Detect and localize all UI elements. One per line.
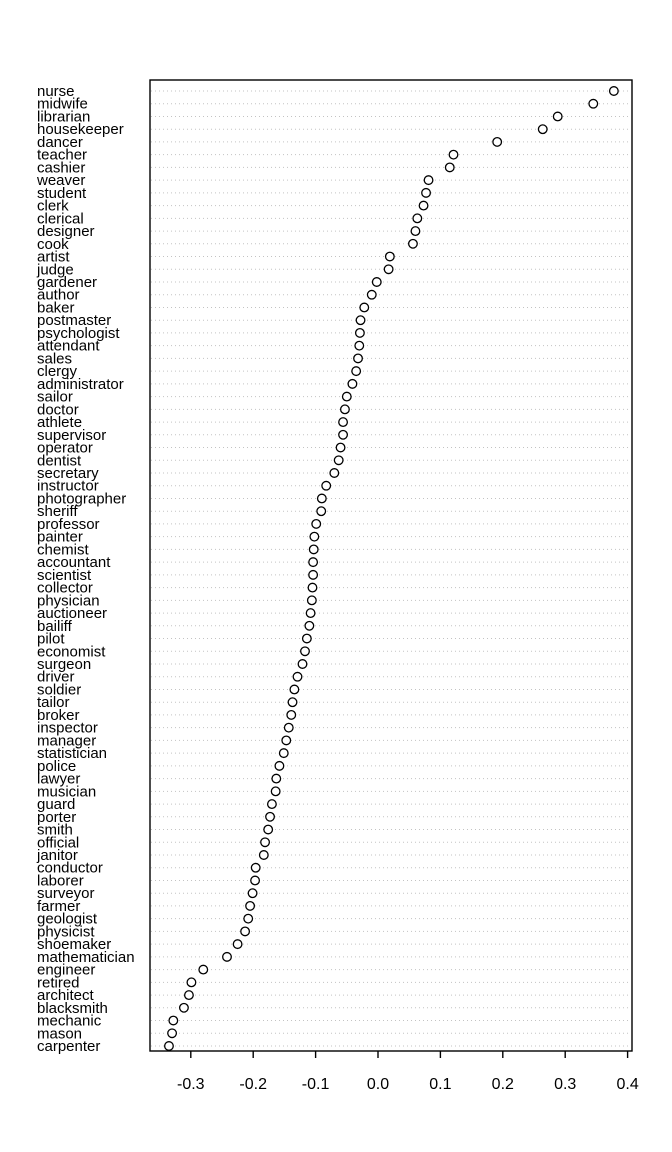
category-label: sheriff xyxy=(37,503,78,521)
data-point xyxy=(318,494,327,503)
data-point xyxy=(445,163,454,172)
category-label: bailiff xyxy=(37,617,72,635)
data-point xyxy=(309,558,318,567)
category-label: clerk xyxy=(37,197,69,215)
category-label: laborer xyxy=(37,872,84,890)
category-label: inspector xyxy=(37,719,98,737)
category-label: driver xyxy=(37,668,75,686)
category-label: secretary xyxy=(37,464,99,482)
data-point xyxy=(339,418,348,427)
data-point xyxy=(309,545,318,554)
category-label: administrator xyxy=(37,375,124,393)
category-label: scientist xyxy=(37,566,92,584)
data-point xyxy=(322,481,331,490)
category-label: operator xyxy=(37,439,93,457)
category-label: lawyer xyxy=(37,770,81,788)
data-point xyxy=(264,825,273,834)
data-point xyxy=(246,902,255,911)
data-point xyxy=(272,774,281,783)
category-label: economist xyxy=(37,643,106,661)
data-point xyxy=(589,99,598,108)
category-label: shoemaker xyxy=(37,936,112,954)
category-label: guard xyxy=(37,796,76,814)
category-label: librarian xyxy=(37,108,91,126)
data-point xyxy=(538,125,547,134)
x-axis-tick-label: 0.4 xyxy=(616,1076,639,1093)
category-label: instructor xyxy=(37,477,99,495)
data-point xyxy=(411,227,420,236)
category-label: clergy xyxy=(37,363,78,381)
category-label: doctor xyxy=(37,401,79,419)
data-point xyxy=(343,392,352,401)
data-point xyxy=(356,316,365,325)
category-label: physicist xyxy=(37,923,95,941)
data-point xyxy=(168,1029,177,1038)
data-point xyxy=(341,405,350,414)
category-label: teacher xyxy=(37,146,88,164)
category-label: chemist xyxy=(37,541,89,559)
category-label: porter xyxy=(37,808,77,826)
data-point xyxy=(244,914,253,923)
data-point xyxy=(356,329,365,338)
category-label: engineer xyxy=(37,961,96,979)
data-point xyxy=(384,265,393,274)
category-label: artist xyxy=(37,248,70,266)
data-point xyxy=(271,787,280,796)
data-point xyxy=(386,252,395,261)
data-point xyxy=(610,87,619,96)
category-label: conductor xyxy=(37,859,103,877)
data-point xyxy=(317,507,326,516)
data-point xyxy=(298,660,307,669)
category-label: cook xyxy=(37,235,69,253)
x-axis-tick-label: 0.1 xyxy=(429,1076,452,1093)
category-label: psychologist xyxy=(37,324,120,342)
category-label: mathematician xyxy=(37,948,135,966)
data-point xyxy=(334,456,343,465)
data-point xyxy=(352,367,361,376)
category-label: architect xyxy=(37,987,94,1005)
data-point xyxy=(424,176,433,185)
data-point xyxy=(336,443,345,452)
data-point xyxy=(275,762,284,771)
data-point xyxy=(169,1016,178,1025)
data-point xyxy=(310,532,319,541)
data-point xyxy=(413,214,422,223)
data-point xyxy=(308,583,317,592)
category-label: official xyxy=(37,834,80,852)
category-label: clerical xyxy=(37,210,84,228)
category-label: janitor xyxy=(37,846,78,864)
category-label: accountant xyxy=(37,554,111,572)
data-point xyxy=(339,430,348,439)
category-label: manager xyxy=(37,732,97,750)
x-axis-tick-label: 0.0 xyxy=(366,1076,390,1093)
data-point xyxy=(330,469,339,478)
data-point xyxy=(312,520,321,529)
category-label: weaver xyxy=(37,172,86,190)
data-point xyxy=(449,150,458,159)
data-point xyxy=(248,889,257,898)
category-label: student xyxy=(37,184,87,202)
data-point xyxy=(348,380,357,389)
category-label: auctioneer xyxy=(37,605,108,623)
data-point xyxy=(223,953,232,962)
category-label: farmer xyxy=(37,897,81,915)
data-point xyxy=(290,685,299,694)
category-label: smith xyxy=(37,821,73,839)
category-label: soldier xyxy=(37,681,82,699)
data-point xyxy=(261,838,270,847)
category-label: surgeon xyxy=(37,655,92,673)
data-point xyxy=(355,341,364,350)
data-point xyxy=(553,112,562,121)
category-label: broker xyxy=(37,706,80,724)
category-label: photographer xyxy=(37,490,127,508)
data-point xyxy=(287,711,296,720)
data-point xyxy=(309,571,318,580)
category-label: cashier xyxy=(37,159,86,177)
category-label: gardener xyxy=(37,273,98,291)
data-point xyxy=(266,812,275,821)
data-point xyxy=(354,354,363,363)
category-label: professor xyxy=(37,515,100,533)
category-label: musician xyxy=(37,783,97,801)
category-label: mason xyxy=(37,1025,83,1043)
x-axis-tick-label: -0.3 xyxy=(177,1076,205,1093)
category-label: designer xyxy=(37,223,95,241)
category-label: housekeeper xyxy=(37,121,124,139)
data-point xyxy=(306,609,315,618)
data-point xyxy=(233,940,242,949)
category-label: author xyxy=(37,286,80,304)
category-label: statistician xyxy=(37,745,108,763)
category-label: attendant xyxy=(37,337,100,355)
data-point xyxy=(165,1042,174,1051)
x-axis-tick-label: 0.3 xyxy=(554,1076,577,1093)
data-point xyxy=(422,189,431,198)
category-label: pilot xyxy=(37,630,65,648)
category-label: judge xyxy=(37,261,74,279)
x-axis-tick-label: -0.1 xyxy=(301,1076,330,1093)
data-point xyxy=(305,621,314,630)
data-point xyxy=(187,978,196,987)
category-label: dentist xyxy=(37,452,82,470)
category-label: painter xyxy=(37,528,83,546)
data-point xyxy=(419,201,428,210)
data-point xyxy=(251,876,260,885)
data-point xyxy=(293,672,302,681)
category-label: mechanic xyxy=(37,1012,102,1030)
category-label: sailor xyxy=(37,388,73,406)
data-point xyxy=(372,278,381,287)
category-label: dancer xyxy=(37,133,83,151)
data-point xyxy=(288,698,297,707)
category-label: blacksmith xyxy=(37,999,108,1017)
category-label: supervisor xyxy=(37,426,107,444)
category-label: carpenter xyxy=(37,1037,101,1055)
category-label: surveyor xyxy=(37,885,95,903)
data-point xyxy=(268,800,277,809)
category-label: sales xyxy=(37,350,73,368)
data-point xyxy=(303,634,312,643)
x-axis-tick-label: 0.2 xyxy=(491,1076,514,1093)
data-point xyxy=(241,927,250,936)
category-label: baker xyxy=(37,299,75,317)
data-point xyxy=(308,596,317,605)
data-point xyxy=(279,749,288,758)
category-label: retired xyxy=(37,974,80,992)
category-label: nurse xyxy=(37,83,75,100)
category-label: midwife xyxy=(37,95,88,113)
category-label: athlete xyxy=(37,414,83,432)
data-point xyxy=(360,303,369,312)
data-point xyxy=(282,736,291,745)
category-label: postmaster xyxy=(37,312,112,330)
data-point xyxy=(301,647,310,656)
category-label: physician xyxy=(37,592,100,610)
data-point xyxy=(409,239,418,248)
plot-box xyxy=(150,80,632,1051)
category-label: geologist xyxy=(37,910,98,928)
data-point xyxy=(180,1003,189,1012)
category-label: tailor xyxy=(37,694,70,712)
category-label: police xyxy=(37,757,77,775)
data-point xyxy=(251,863,260,872)
data-point xyxy=(185,991,194,1000)
data-point xyxy=(367,290,376,299)
data-point xyxy=(493,138,502,147)
data-point xyxy=(199,965,208,974)
x-axis-tick-label: -0.2 xyxy=(239,1076,267,1093)
data-point xyxy=(284,723,293,732)
data-point xyxy=(260,851,269,860)
category-label: collector xyxy=(37,579,93,597)
